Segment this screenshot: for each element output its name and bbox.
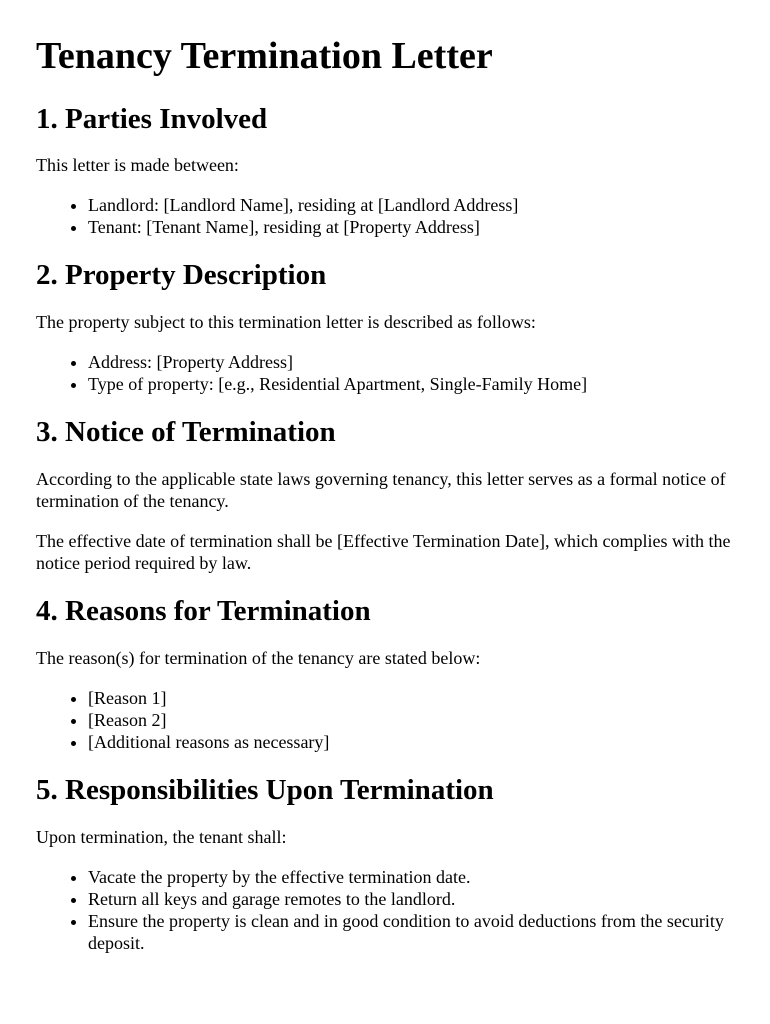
- section-list: [36, 687, 734, 753]
- section-parties-involved: [36, 102, 734, 239]
- list-item: • [Reason 1]: [88, 687, 734, 709]
- section-paragraph: The reason(s) for termination of the tenancy are stated below:: [36, 647, 481, 668]
- section-list: [36, 351, 734, 395]
- section-heading: 4. Reasons for Termination: [36, 594, 371, 627]
- list-item: • Return all keys and garage remotes to the landlord.: [88, 888, 734, 910]
- section-responsibilities-upon-termination: [36, 773, 734, 954]
- list-item: • [Reason 2]: [88, 709, 734, 731]
- section-list: [36, 866, 734, 954]
- section-reasons-for-termination: [36, 594, 734, 753]
- list-item: • Ensure the property is clean and in good condition to avoid deductions from the security deposit.: [88, 910, 734, 954]
- list-item: • Landlord: [Landlord Name], residing at [Landlord Address]: [88, 194, 734, 216]
- section-paragraph: Upon termination, the tenant shall:: [36, 826, 287, 847]
- section-paragraph: The property subject to this termination letter is described as follows:: [36, 312, 536, 333]
- section-paragraph: This letter is made between:: [36, 155, 239, 176]
- section-heading: 5. Responsibilities Upon Termination: [36, 773, 494, 806]
- section-heading: 2. Property Description: [36, 259, 327, 292]
- section-paragraph: According to the applicable state laws governing tenancy, this letter serves as a formal notice of termination of the tenancy.: [36, 468, 726, 511]
- section-notice-of-termination: [36, 415, 734, 574]
- section-list: [36, 194, 734, 238]
- list-item: • Tenant: [Tenant Name], residing at [Property Address]: [88, 216, 734, 238]
- list-item: • Address: [Property Address]: [88, 351, 734, 373]
- document-title: Tenancy Termination Letter: [36, 35, 493, 77]
- section-heading: 3. Notice of Termination: [36, 416, 336, 449]
- section-paragraph: The effective date of termination shall be [Effective Termination Date], which complies with the notice period required by law.: [36, 530, 731, 573]
- list-item: • Type of property: [e.g., Residential Apartment, Single-Family Home]: [88, 373, 734, 395]
- section-heading: 1. Parties Involved: [36, 102, 268, 135]
- list-item: • Vacate the property by the effective termination date.: [88, 866, 734, 888]
- section-property-description: [36, 258, 734, 395]
- list-item: • [Additional reasons as necessary]: [88, 731, 734, 753]
